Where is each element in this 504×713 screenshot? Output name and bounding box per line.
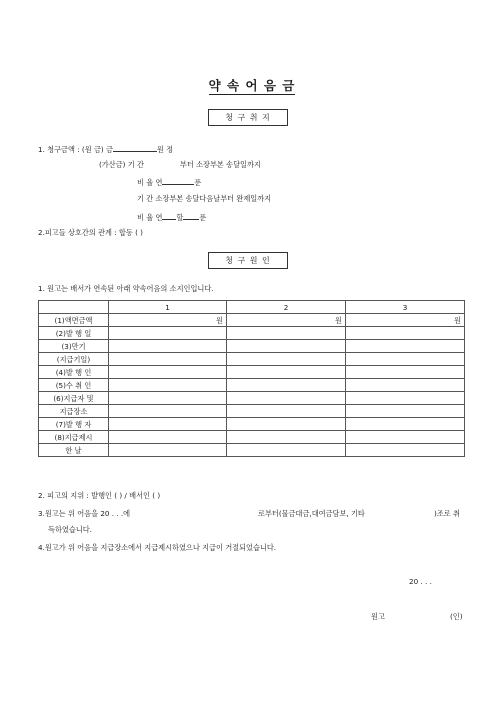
table-cell (227, 392, 346, 405)
interest-period-text: 부터 소장부본 송달일까지 (179, 160, 261, 169)
table-cell (346, 418, 465, 431)
table-cell (346, 444, 465, 457)
table-cell (109, 327, 227, 340)
row-label: (3)만기 (39, 340, 109, 353)
table-cell (109, 392, 227, 405)
table-row (39, 353, 465, 366)
row-label: (7)발 행 자 (39, 418, 109, 431)
defendant-relation-line: 2.피고들 상호간의 관계 : 합동 ( ) (38, 228, 143, 237)
plaintiff-label: 원고 (371, 612, 385, 621)
interest-period-label: (가산금) 기 간 (99, 160, 144, 169)
table-cell (346, 353, 465, 366)
table-cell (346, 340, 465, 353)
item3-line (38, 509, 130, 519)
table-cell (227, 418, 346, 431)
table-cell (227, 366, 346, 379)
table-cell (227, 353, 346, 366)
claim-amount-blank (113, 143, 157, 152)
rate2-unit: 푼 (199, 213, 207, 222)
table-cell (346, 327, 465, 340)
interest-rate-line (137, 176, 201, 188)
table-row (39, 418, 465, 431)
table-row (39, 314, 465, 327)
table-row (39, 379, 465, 392)
table-cell (109, 353, 227, 366)
rate2-blank-b (183, 211, 199, 220)
interest-rate-label: 비 율 연 (137, 178, 163, 187)
item3-text-d: 득하였습니다. (48, 525, 92, 534)
row-label: (1)액면금액 (39, 314, 109, 327)
claim-purpose-heading: 청 구 취 지 (208, 109, 288, 126)
rate2-label: 비 율 연 (137, 213, 163, 222)
table-header-cell: 2 (227, 301, 346, 314)
row-label: 지급장소 (39, 405, 109, 418)
table-row (39, 392, 465, 405)
item3-text-a: 3.원고는 위 어음을 20 . . .에 (38, 509, 131, 518)
row-label: 한 날 (39, 444, 109, 457)
table-cell (109, 366, 227, 379)
interest-rate-blank (162, 176, 194, 185)
table-cell (346, 366, 465, 379)
interest-period-line (99, 160, 261, 170)
interest-rate-unit: 푼 (194, 178, 202, 187)
row-label: (2)발 행 일 (39, 327, 109, 340)
table-row (39, 444, 465, 457)
row-label: (4)발 행 인 (39, 366, 109, 379)
table-cell (109, 379, 227, 392)
rate2-mid: 할 (176, 213, 184, 222)
table-cell (346, 431, 465, 444)
promissory-note-table (38, 300, 465, 457)
period2-line: 기 간 소장부본 송달다음날부터 완제일까지 (137, 194, 272, 203)
table-row (39, 327, 465, 340)
signature-date: 20 . . . (409, 577, 432, 586)
table-cell (227, 327, 346, 340)
row-label: (6)지급자 및 (39, 392, 109, 405)
table-cell (227, 431, 346, 444)
seal-mark: (인) (450, 612, 463, 621)
table-cell (109, 431, 227, 444)
table-cell (109, 405, 227, 418)
table-row (39, 340, 465, 353)
rate2-line (137, 211, 206, 223)
item3-text-b: 로부터(물금대금,대여금담보, 기타 (258, 509, 365, 518)
table-cell: 원 (109, 314, 227, 327)
claim-amount-line (38, 143, 173, 155)
table-row (39, 405, 465, 418)
table-header-corner (39, 301, 109, 314)
table-cell (227, 444, 346, 457)
table-cell (346, 405, 465, 418)
row-label: (5)수 취 인 (39, 379, 109, 392)
table-cell (346, 392, 465, 405)
table-row (39, 366, 465, 379)
table-row (39, 431, 465, 444)
rate2-blank-a (162, 211, 176, 220)
table-cell: 원 (227, 314, 346, 327)
table-cell (227, 405, 346, 418)
row-label: (8)지급제시 (39, 431, 109, 444)
table-cell (109, 418, 227, 431)
cause-intro-line: 1. 원고는 배서가 연속된 아래 약속어음의 소지인입니다. (38, 284, 214, 293)
table-header-cell: 1 (109, 301, 227, 314)
document-title: 약 속 어 음 금 (208, 78, 296, 93)
claim-amount-label: 1. 청구금액 : (원 금) 금 (38, 145, 113, 154)
defendant-status-line: 2. 피고의 지위 : 발행인 ( ) / 배서인 ( ) (38, 491, 161, 500)
item3-text-c: )조로 취 (434, 509, 460, 518)
table-header-row (39, 301, 465, 314)
table-cell: 원 (346, 314, 465, 327)
row-label: (지급기일) (39, 353, 109, 366)
item4-line: 4.원고가 위 어음을 지급장소에서 지급제시하였으나 지급이 거절되었습니다. (38, 543, 277, 552)
table-cell (109, 340, 227, 353)
table-cell (227, 340, 346, 353)
table-cell (346, 379, 465, 392)
claim-cause-heading: 청 구 원 인 (208, 252, 288, 269)
table-header-cell: 3 (346, 301, 465, 314)
table-cell (109, 444, 227, 457)
claim-amount-unit: 원 정 (156, 145, 174, 154)
table-cell (227, 379, 346, 392)
